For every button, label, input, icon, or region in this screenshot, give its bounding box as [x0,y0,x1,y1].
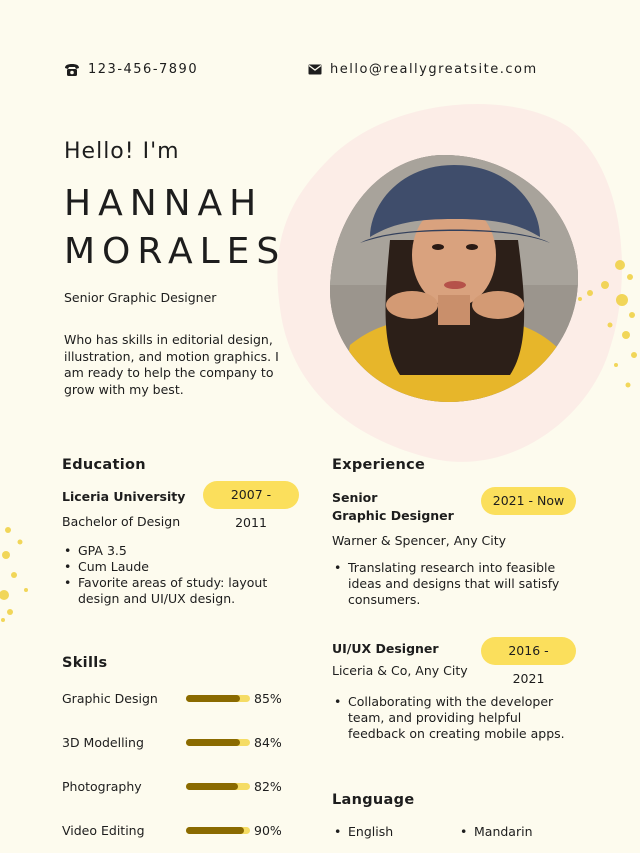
phone-number: 123-456-7890 [88,62,199,77]
job-title: Senior Graphic Designer [64,290,217,305]
skill-bar-fill [186,827,244,834]
language-heading: Language [332,792,415,808]
skills-list [62,689,282,839]
job-role: UI/UX Designer [332,641,439,656]
skill-label: Photography [62,778,142,794]
email-contact[interactable] [308,62,538,77]
job-role-line: Senior [332,490,378,505]
job-role [332,489,454,525]
list-item: • English [332,824,393,840]
skill-row [62,689,282,707]
phone-icon [64,63,80,77]
last-name: MORALES [64,231,287,272]
skill-row [62,733,282,751]
skill-percent: 90% [254,822,282,838]
language-list [458,824,533,840]
skill-bar-fill [186,739,240,746]
skill-row [62,821,282,839]
skill-label: Video Editing [62,822,145,838]
job-company: Liceria & Co, Any City [332,663,468,678]
list-item: • Favorite areas of study: layout design and UI/UX design. [62,575,292,607]
list-item: • GPA 3.5 [62,543,292,559]
skill-bar [186,827,250,834]
skill-percent: 85% [254,690,282,706]
skills-heading: Skills [62,655,108,671]
summary-text: Who has skills in editorial design, illustration, and motion graphics. I am ready to help the company to grow with my best. [64,332,279,397]
skill-bar-fill [186,695,240,702]
skill-label: 3D Modelling [62,734,144,750]
skill-row [62,777,282,795]
job-years-badge: 2021 - Now [481,487,576,515]
list-item: • Collaborating with the developer team, and providing helpful feedback on creating mobile apps. [332,694,577,742]
list-item: • Translating research into feasible ideas and designs that will satisfy consumers. [332,560,577,608]
list-item: • Mandarin [458,824,533,840]
job-bullets [332,694,577,742]
education-heading: Education [62,457,146,473]
first-name: HANNAH [64,183,264,224]
greeting: Hello! I'm [64,139,180,164]
job-bullets [332,560,577,608]
skill-percent: 82% [254,778,282,794]
language-list [332,824,393,840]
skill-bar [186,783,250,790]
paint-splatter-left [0,520,50,630]
job-role-line: Graphic Designer [332,508,454,523]
skill-bar-fill [186,783,238,790]
school-name: Liceria University [62,489,186,504]
phone-contact[interactable] [64,62,198,77]
skill-bar [186,739,250,746]
education-bullets [62,543,292,607]
email-address: hello@reallygreatsite.com [330,62,538,77]
experience-heading: Experience [332,457,426,473]
job-years-badge: 2016 - 2021 [481,637,576,665]
job-company: Warner & Spencer, Any City [332,533,507,548]
skill-label: Graphic Design [62,690,158,706]
envelope-icon [308,64,322,75]
education-years-badge: 2007 - 2011 [203,481,299,509]
list-item: • Cum Laude [62,559,292,575]
degree: Bachelor of Design [62,514,181,529]
skill-percent: 84% [254,734,282,750]
skill-bar [186,695,250,702]
